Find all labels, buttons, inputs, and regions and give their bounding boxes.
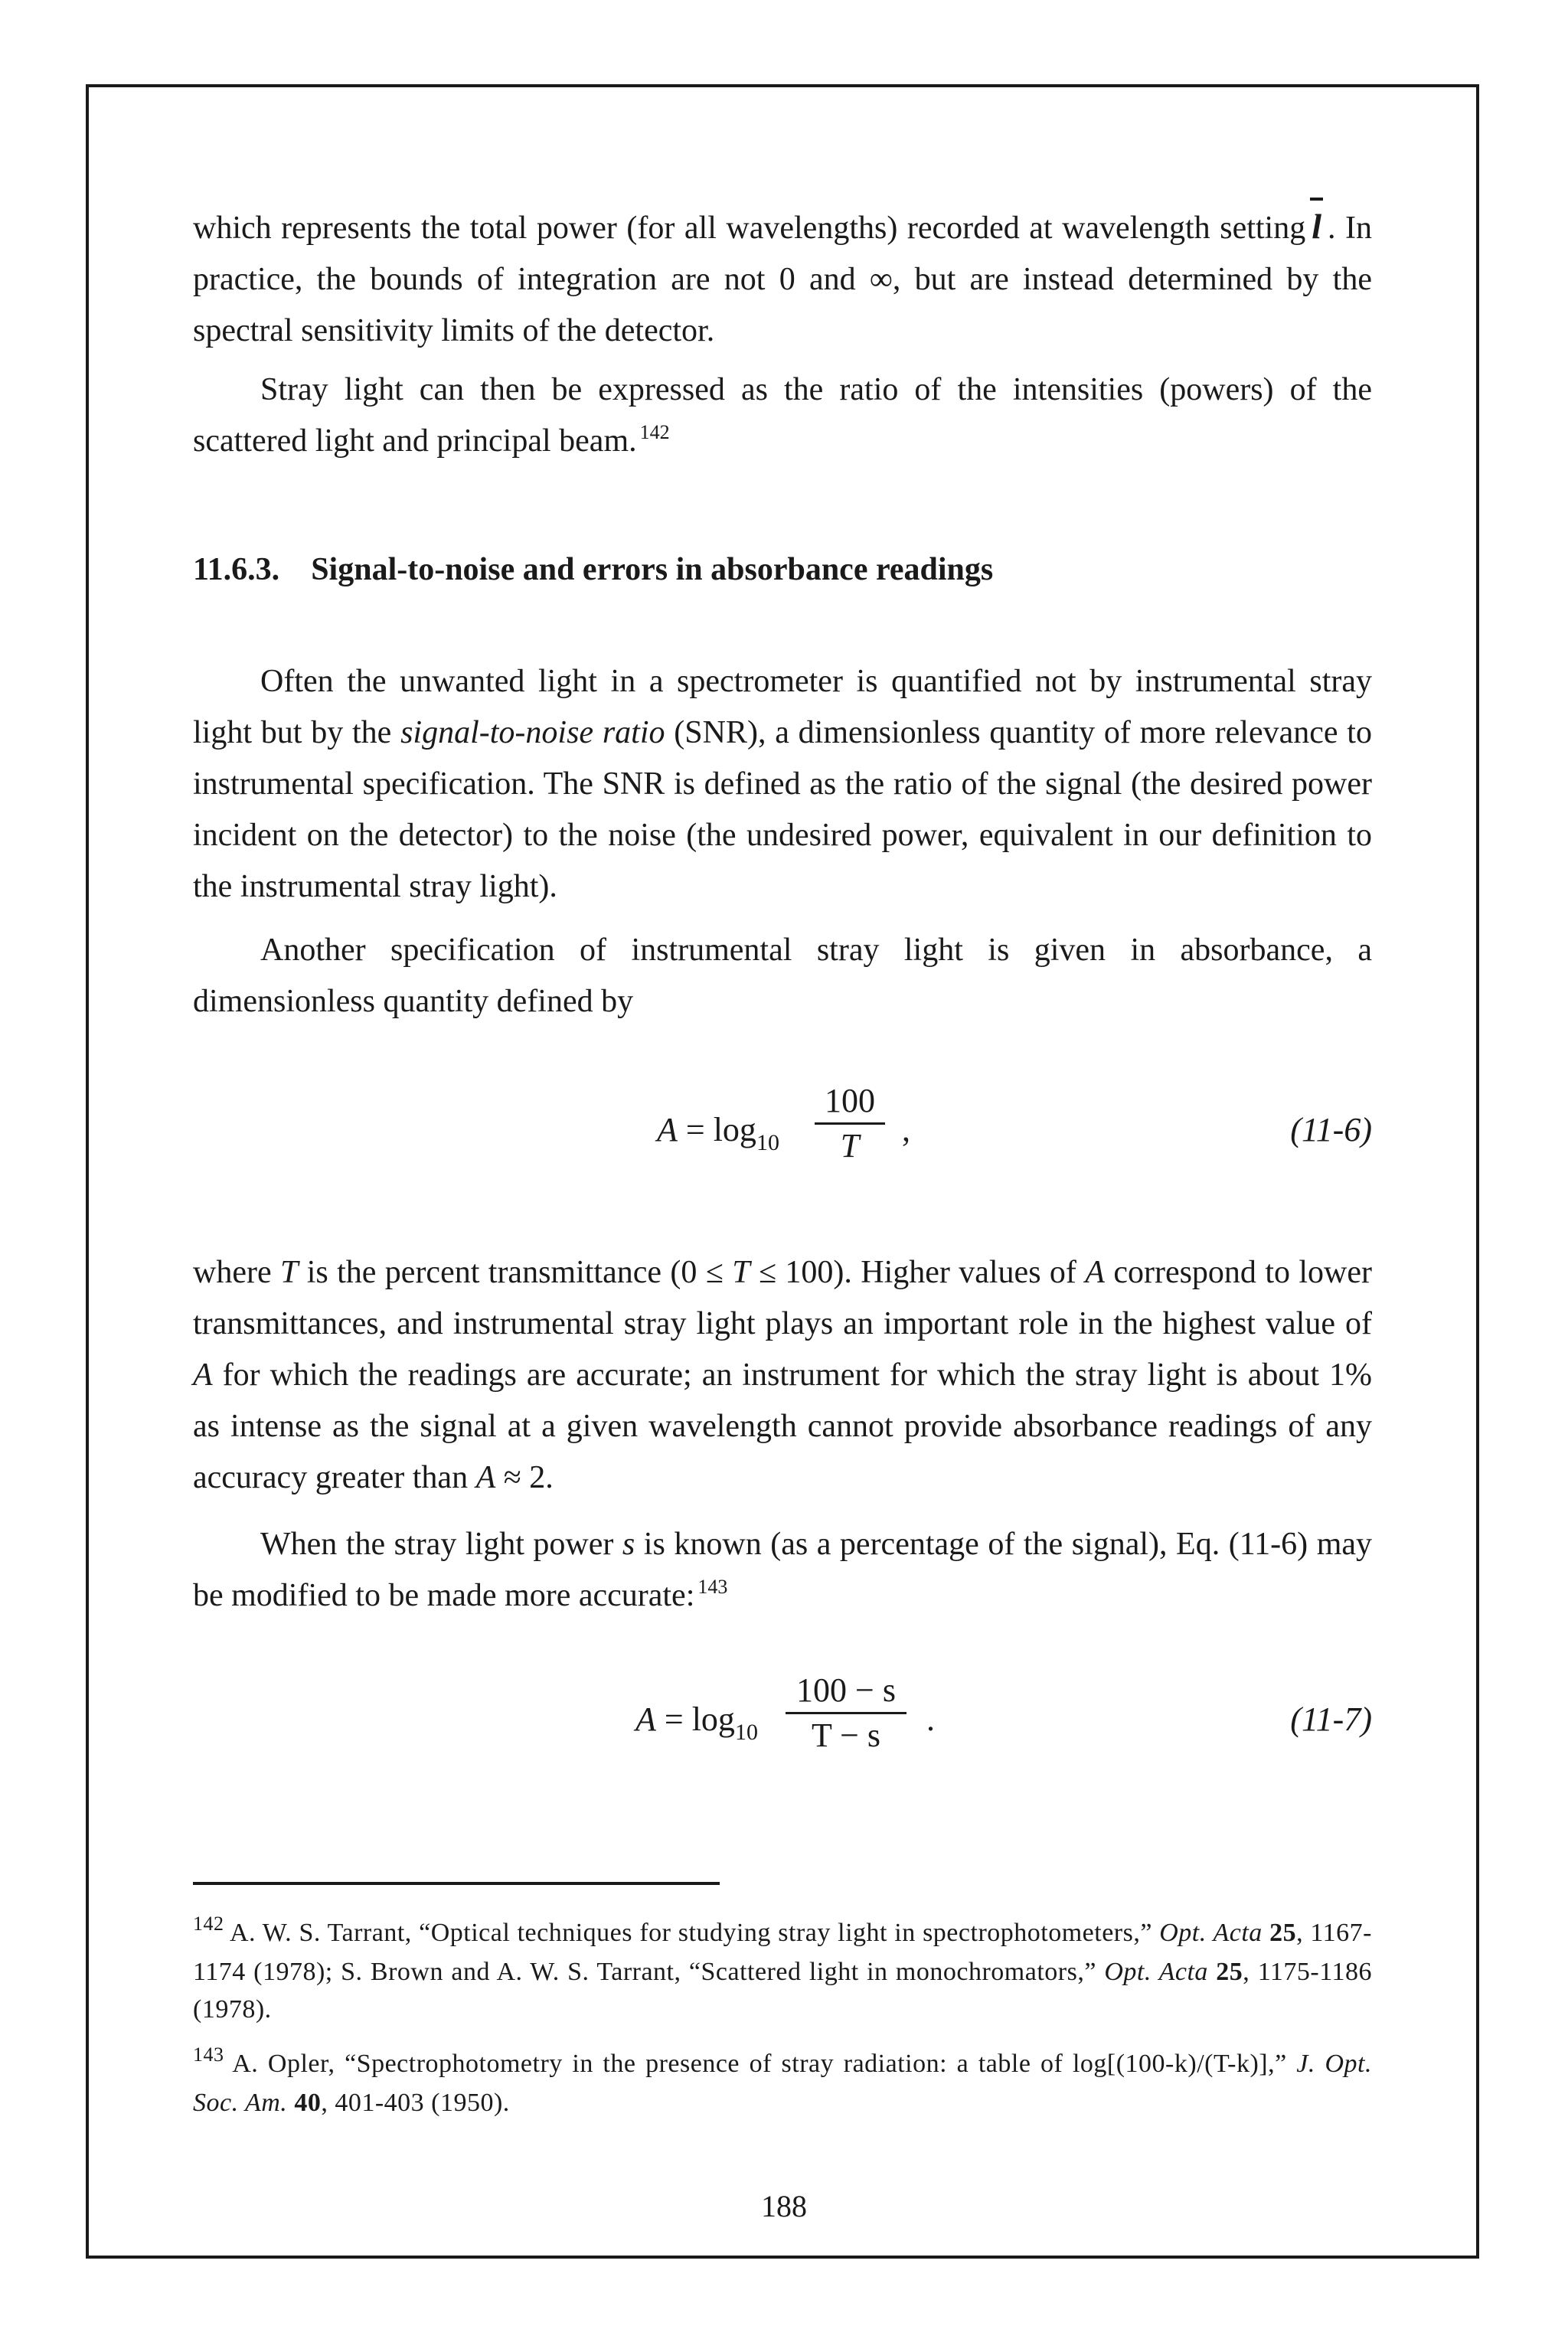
footnote-142-volume-1: 25 [1269, 1919, 1297, 1947]
para3-before: Often the unwanted light in a spectrometer is quantified not by instrumental stray light but by the [193, 664, 1372, 750]
footnote-143-journal: J. Opt. Soc. Am. [193, 2050, 1372, 2117]
eq2-lhs-var: A [635, 1700, 656, 1738]
footnote-142-text-3: , 1175-1186 (1978). [193, 1958, 1372, 2024]
paragraph-4 [193, 925, 1372, 1027]
footnote-142-journal-1: Opt. Acta [1159, 1919, 1263, 1947]
para1-line1: which represents the total power (for all wavelengths) recorded at wavelength [193, 211, 1210, 246]
para5-var-T: T [732, 1255, 750, 1290]
footnote-142-journal-2: Opt. Acta [1104, 1958, 1208, 1986]
eq2-denominator: T − s [811, 1717, 881, 1754]
equation-11-7 [193, 1669, 1372, 1776]
para5-var-A: A [193, 1357, 213, 1393]
footnote-142-text-2: , 1167-1174 (1978); S. Brown and A. W. S. Tarrant, “Scattered light in monochromators,” [193, 1919, 1372, 1986]
section-title: Signal-to-noise and errors in absorbance readings [311, 552, 994, 587]
paragraph-2 [193, 364, 1372, 470]
eq2-punct: . [926, 1700, 935, 1738]
eq1-lhs-sub: 10 [756, 1130, 779, 1155]
para5-text-1: where [193, 1255, 280, 1290]
para6-var-s: s [622, 1527, 635, 1562]
eq1-lhs-op: = log [677, 1111, 756, 1148]
eq1-denominator: T [840, 1127, 860, 1165]
eq2-lhs [635, 1700, 758, 1745]
eq2-numerator: 100 − s [796, 1671, 896, 1709]
para6-text-2: is known (as a percentage of the signal), Eq. (11-6) may be modified to be made more accurate: [193, 1527, 1373, 1613]
footnote-143-text-1: A. Opler, “Spectrophotometry in the presence of stray radiation: a table of log[(100-k)/(T-k)],” [224, 2050, 1297, 2078]
snr-term: signal-to-noise ratio [400, 715, 665, 750]
paragraph-1 [193, 201, 1372, 357]
footnote-142-volume-2: 25 [1216, 1958, 1243, 1986]
para5-text-5: for which the readings are accurate; an instrument for which the stray light is about 1% as intense as the signal at a given wavelength cannot provide absorbance readings of any accuracy greater than [193, 1357, 1372, 1495]
wavelength-setting-symbol: l [1312, 201, 1321, 252]
para5-var-T: T [279, 1255, 299, 1290]
eq2-label: (11-7) [1290, 1700, 1372, 1738]
eq2-fraction [786, 1669, 906, 1757]
para5-text-6: ≈ 2. [495, 1460, 554, 1495]
footnote-divider [193, 1882, 720, 1885]
footnote-142-text-1: A. W. S. Tarrant, “Optical techniques for studying stray light in spectrophotometers,” [224, 1919, 1160, 1947]
footnote-142 [193, 1914, 1372, 2028]
para1-setting-word: setting [1220, 211, 1306, 246]
eq2-lhs-sub: 10 [734, 1720, 758, 1745]
section-heading [193, 547, 1372, 593]
eq1-fraction [815, 1080, 885, 1168]
eq1-lhs [657, 1110, 779, 1155]
para1-rest: . In practice, the bounds of integration are not 0 and ∞, but are instead determined by the spectral sensitivity limits of the detector. [193, 211, 1373, 348]
eq1-punct: , [902, 1111, 910, 1148]
section-number: 11.6.3. [193, 552, 280, 587]
para5-text-2: is the percent transmittance (0 ≤ [298, 1255, 733, 1290]
para2-text: Stray light can then be expressed as the ratio of the intensities (powers) of the scattered light and principal beam. [193, 372, 1372, 459]
footnote-143 [193, 2045, 1372, 2122]
footnote-143-mark: 143 [193, 2043, 224, 2066]
para6-text-1: When the stray light power [260, 1527, 622, 1562]
para5-text-3: ≤ 100). Higher values of [750, 1255, 1086, 1290]
footnote-143-volume: 40 [294, 2089, 322, 2117]
footnote-ref-142[interactable]: 142 [639, 421, 670, 443]
para4-text: Another specification of instrumental stray light is given in absorbance, a dimensionless quantity defined by [193, 933, 1372, 1019]
eq1-label: (11-6) [1290, 1111, 1372, 1148]
paragraph-5 [193, 1247, 1372, 1504]
para5-text-4: correspond to lower transmittances, and instrumental stray light plays an important role in the highest value of [193, 1255, 1372, 1341]
eq1-lhs-var: A [657, 1111, 678, 1148]
para5-var-A: A [475, 1460, 496, 1495]
page-number: 188 [761, 2189, 807, 2223]
eq1-numerator: 100 [825, 1082, 875, 1119]
footnote-142-mark: 142 [193, 1913, 224, 1935]
paragraph-6 [193, 1519, 1372, 1625]
para3-after: (SNR), a dimensionless quantity of more relevance to instrumental specification. The SNR is defined as the ratio of the signal (the desired power incident on the detector) to the noise (the undesired power, equivalent in our definition to the instrumental stray light). [193, 715, 1372, 904]
eq2-lhs-op: = log [655, 1700, 735, 1738]
footnote-143-text-2: , 401-403 (1950). [321, 2089, 510, 2117]
footnote-ref-143[interactable]: 143 [697, 1576, 728, 1598]
equation-11-6 [193, 1080, 1372, 1187]
para5-var-A: A [1085, 1255, 1105, 1290]
paragraph-3 [193, 656, 1372, 913]
